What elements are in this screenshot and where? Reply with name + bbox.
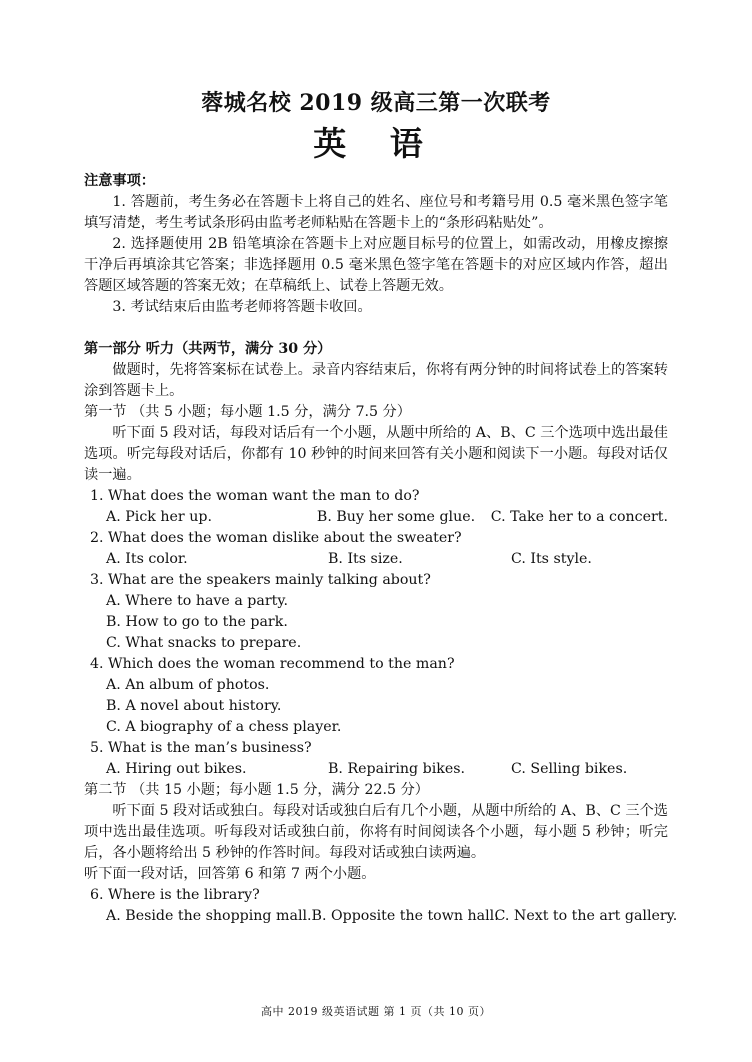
question-6: 6. Where is the library? [90, 887, 260, 903]
option-b: B. Opposite the town hall. [311, 908, 499, 924]
option-c: C. Selling bikes. [511, 761, 628, 777]
exam-title: 蓉城名校 2019 级高三第一次联考 [201, 90, 551, 116]
option-a: A. An album of photos. [106, 677, 270, 693]
option-b: B. Buy her some glue. [316, 509, 476, 525]
notice-item-3: 3. 考试结束后由监考老师将答题卡收回。 [112, 299, 372, 315]
notice-item-2: 2. 选择题使用 2B 铅笔填涂在答题卡上对应题目标号的位置上，如需改动，用橡皮擦擦干净后再填涂其它答案；非选择题用 0.5 毫米黑色签字笔在答题卡的对应区域内作答，超出答题区域答题的答案无效；在草稿纸上、试卷上答题无效。 [84, 236, 668, 294]
option-c: C. A biography of a chess player. [106, 719, 342, 735]
option-a: A. Hiring out bikes. [106, 761, 247, 777]
section1-heading: 第一节 （共 5 小题；每小题 1.5 分，满分 7.5 分） [84, 404, 411, 420]
option-a: A. Where to have a party. [106, 593, 288, 609]
option-c: C. Take her to a concert. [490, 509, 668, 525]
option-b: B. A novel about history. [106, 698, 282, 714]
option-a: A. Pick her up. [106, 509, 212, 525]
subject-title: 英 语 [313, 124, 439, 163]
question-2-options [84, 549, 668, 570]
question-2: 2. What does the woman dislike about the sweater? [90, 530, 462, 546]
notice-heading: 注意事项： [84, 173, 155, 189]
section2-heading: 第二节 （共 15 小题；每小题 1.5 分，满分 22.5 分） [84, 782, 429, 798]
question-1: 1. What does the woman want the man to do? [90, 488, 420, 504]
question-4: 4. Which does the woman recommend to the man? [90, 656, 455, 672]
spacer [84, 318, 668, 339]
option-a: A. Beside the shopping mall. [106, 908, 312, 924]
page-footer: 高中 2019 级英语试题 第 1 页（共 10 页） [261, 1005, 491, 1018]
option-c: C. Its style. [511, 551, 592, 567]
question-5-options [84, 759, 668, 780]
question-6-options [84, 906, 678, 927]
section2-intro: 听下面 5 段对话或独白。每段对话或独白后有几个小题，从题中所给的 A、B、C 三个选项中选出最佳选项。听每段对话或独白前，你将有时间阅读各个小题，每小题 5 秒钟；听完后，各小题将给出 5 秒钟的作答时间。每段对话或独白读两遍。 [84, 803, 668, 861]
option-a: A. Its color. [106, 551, 188, 567]
question-3: 3. What are the speakers mainly talking about? [90, 572, 431, 588]
part1-intro: 做题时，先将答案标在试卷上。录音内容结束后，你将有两分钟的时间将试卷上的答案转涂到答题卡上。 [84, 362, 668, 399]
section2-instruction: 听下面一段对话，回答第 6 和第 7 两个小题。 [84, 866, 376, 882]
notice-item-1: 1. 答题前，考生务必在答题卡上将自己的姓名、座位号和考籍号用 0.5 毫米黑色签字笔填写清楚，考生考试条形码由监考老师粘贴在答题卡上的“条形码粘贴处”。 [84, 194, 668, 231]
part1-heading: 第一部分 听力（共两节，满分 30 分） [84, 341, 332, 357]
question-1-options [84, 507, 668, 528]
option-c: C. Next to the art gallery. [494, 908, 678, 924]
exam-body [84, 171, 678, 927]
question-5: 5. What is the man’s business? [90, 740, 312, 756]
option-b: B. How to go to the park. [106, 614, 288, 630]
option-c: C. What snacks to prepare. [106, 635, 302, 651]
section1-intro: 听下面 5 段对话，每段对话后有一个小题，从题中所给的 A、B、C 三个选项中选出最佳选项。听完每段对话后，你都有 10 秒钟的时间来回答有关小题和阅读下一小题。每段对话仅读一遍。 [84, 425, 668, 483]
option-b: B. Repairing bikes. [328, 761, 466, 777]
option-b: B. Its size. [328, 551, 403, 567]
